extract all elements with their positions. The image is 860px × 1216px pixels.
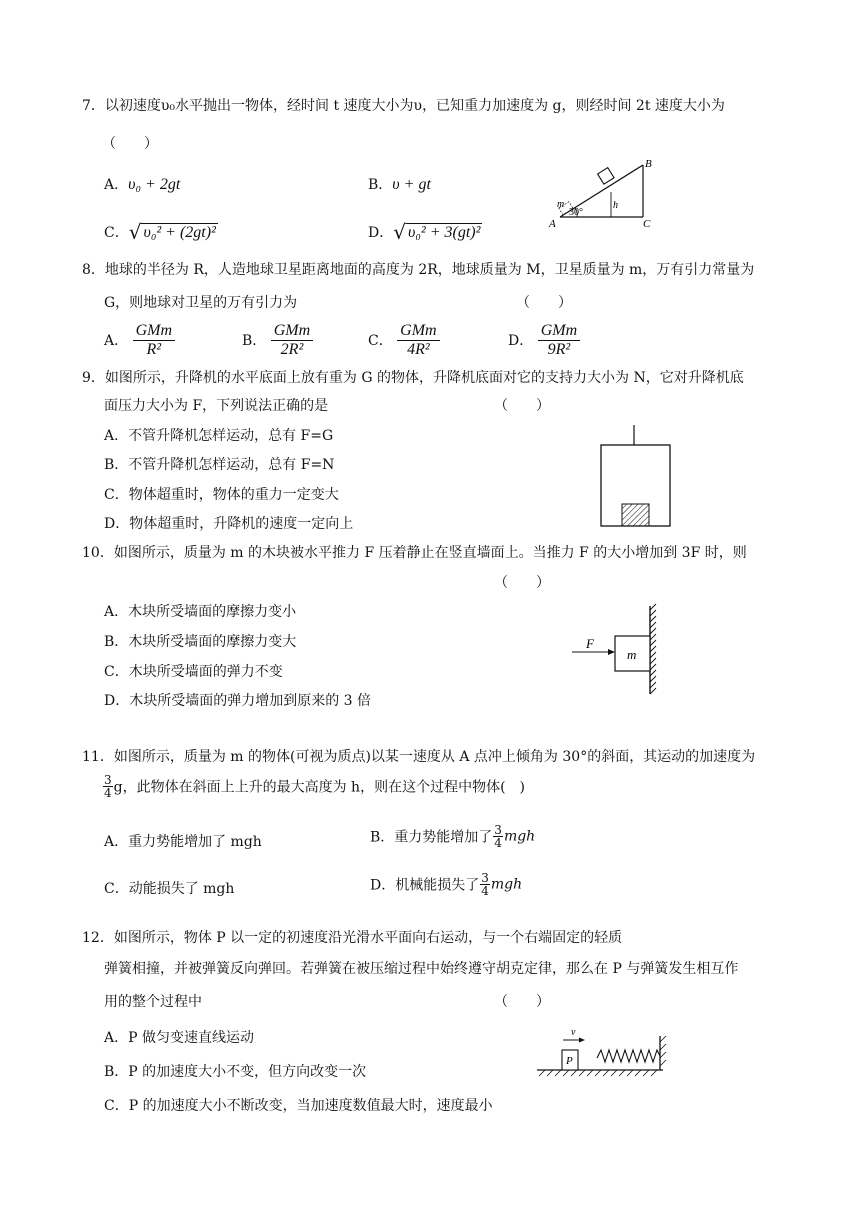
- q12-option-b[interactable]: B．P 的加速度大小不变，但方向改变一次: [104, 1064, 367, 1080]
- q9-stem-line2: 面压力大小为 F，下列说法正确的是: [104, 398, 329, 414]
- q12-stem-line2: 弹簧相撞，并被弹簧反向弹回。若弹簧在被压缩过程中始终遵守胡克定律，那么在 P 与弹簧发生相互作: [104, 961, 739, 977]
- q10-option-b[interactable]: B．木块所受墙面的摩擦力变大: [104, 634, 297, 650]
- q11-stem-line2: $\frac{3}{4}$ g，此物体在斜面上上升的最大高度为 h，则在这个过程中物体( ): [104, 773, 525, 800]
- label-m: m: [627, 647, 637, 662]
- spring-figure: [535, 1020, 670, 1080]
- q12-option-a[interactable]: A．P 做匀变速直线运动: [104, 1030, 254, 1046]
- q8-stem-line1: 8．地球的半径为 R，人造地球卫星距离地面的高度为 2R，地球质量为 M，卫星质量为 m，万有引力常量为: [82, 262, 755, 278]
- q9-option-a[interactable]: A．不管升降机怎样运动，总有 F=G: [104, 428, 334, 444]
- label-a: A: [549, 218, 556, 230]
- wall-hatching: [660, 1036, 666, 1066]
- q8-option-c[interactable]: C． $\frac{\text{GMm}}{\text{4R²}}$: [368, 322, 440, 358]
- spring-coil: [597, 1050, 660, 1062]
- incline-block: [598, 168, 615, 185]
- q9-option-b[interactable]: B．不管升降机怎样运动，总有 F=N: [104, 457, 335, 473]
- q11-option-b-fraction: $\frac{3}{4}$: [494, 823, 502, 850]
- sqrt-sign-icon: √: [128, 220, 142, 244]
- q10-answer-paren: （ ）: [494, 575, 550, 591]
- wall-figure: [570, 604, 660, 696]
- q8-option-c-fraction: $\frac{\text{GMm}}{\text{4R²}}$: [397, 322, 439, 358]
- q7-option-d-expr: υ₀² + 3(gt)²: [407, 224, 481, 241]
- q8-option-a-fraction: $\frac{\text{GMm}}{\text{R²}}$: [133, 322, 175, 358]
- q7-stem: [82, 95, 725, 115]
- elevator-figure: [598, 425, 673, 529]
- q11-stem-line1: 11．如图所示，质量为 m 的物体(可视为质点)以某一速度从 A 点冲上倾角为 30°的斜面，其运动的加速度为: [82, 749, 756, 765]
- q7-option-c[interactable]: C．√ υ₀² + (2gt)²: [104, 220, 216, 244]
- incline-figure: [545, 155, 655, 230]
- q7-option-d[interactable]: D．√ υ₀² + 3(gt)²: [368, 220, 481, 244]
- label-b: B: [645, 158, 652, 170]
- q8-answer-paren: （ ）: [516, 295, 572, 311]
- q9-stem-line1: 9．如图所示，升降机的水平底面上放有重为 G 的物体，升降机底面对它的支持力大小为 N，它对升降机底: [82, 370, 744, 386]
- arrow-head-icon: [579, 1038, 585, 1043]
- q7-option-b-expr: υ + gt: [392, 176, 431, 193]
- q7-option-a[interactable]: A．υ₀ + 2gt: [104, 176, 181, 193]
- label-m: m: [557, 199, 565, 210]
- q9-option-d[interactable]: D．物体超重时，升降机的速度一定向上: [104, 516, 354, 532]
- q10-option-d[interactable]: D．木块所受墙面的弹力增加到原来的 3 倍: [104, 693, 372, 709]
- q11-option-d-fraction: $\frac{3}{4}$: [481, 871, 489, 898]
- ground-hatching: [539, 1070, 657, 1076]
- q8-option-b-fraction: $\frac{\text{GMm}}{\text{2R²}}$: [271, 322, 313, 358]
- q12-stem-line1: 12．如图所示，物体 P 以一定的初速度沿光滑水平面向右运动，与一个右端固定的轻质: [82, 930, 623, 946]
- q7-answer-paren: （ ）: [102, 136, 158, 152]
- wall-hatching: [650, 604, 656, 694]
- q8-option-a[interactable]: A． $\frac{\text{GMm}}{\text{R²}}$: [104, 322, 175, 358]
- q11-option-b[interactable]: B．重力势能增加了 $\frac{3}{4}$ mgh: [370, 823, 536, 850]
- arrow-head-icon: [608, 649, 615, 655]
- q9-answer-paren: （ ）: [494, 398, 550, 414]
- q11-accel-fraction: $\frac{3}{4}$: [104, 773, 112, 800]
- q11-option-c[interactable]: C．动能损失了 mgh: [104, 881, 235, 897]
- q11-option-a[interactable]: A．重力势能增加了 mgh: [104, 834, 262, 850]
- label-f: F: [586, 636, 594, 651]
- q10-option-c[interactable]: C．木块所受墙面的弹力不变: [104, 664, 283, 680]
- label-c: C: [643, 218, 651, 230]
- q11-option-d[interactable]: D．机械能损失了 $\frac{3}{4}$ mgh: [370, 871, 523, 898]
- label-h: h: [613, 200, 618, 211]
- label-v: v: [571, 1027, 576, 1038]
- q7-option-c-expr: υ₀² + (2gt)²: [143, 224, 216, 241]
- q10-stem: 10．如图所示，质量为 m 的木块被水平推力 F 压着静止在竖直墙面上。当推力 F 的大小增加到 3F 时，则: [82, 545, 747, 561]
- q10-option-a[interactable]: A．木块所受墙面的摩擦力变小: [104, 604, 297, 620]
- q12-option-c[interactable]: C．P 的加速度大小不断改变，当加速度数值最大时，速度最小: [104, 1098, 493, 1114]
- q8-option-d-fraction: $\frac{\text{GMm}}{\text{9R²}}$: [538, 322, 580, 358]
- label-angle: 30°: [569, 207, 583, 218]
- sqrt-sign-icon: √: [393, 220, 406, 244]
- q8-option-b[interactable]: B． $\frac{\text{GMm}}{\text{2R²}}$: [242, 322, 313, 358]
- q12-stem-line3: 用的整个过程中: [104, 994, 202, 1010]
- q8-option-d[interactable]: D． $\frac{\text{GMm}}{\text{9R²}}$: [508, 322, 580, 358]
- q8-stem-line2: G，则地球对卫星的万有引力为: [104, 295, 298, 311]
- q7-stem-text: 7．以初速度υ₀水平抛出一物体，经时间 t 速度大小为υ，已知重力加速度为 g，则经时间 2t 速度大小为: [82, 98, 725, 114]
- q7-option-b[interactable]: B．υ + gt: [368, 176, 431, 193]
- q7-option-a-expr: υ₀ + 2gt: [128, 176, 181, 193]
- elevator-load-block: [622, 504, 649, 526]
- label-p: P: [566, 1055, 573, 1067]
- q9-option-c[interactable]: C．物体超重时，物体的重力一定变大: [104, 487, 339, 503]
- q12-answer-paren: （ ）: [494, 994, 550, 1010]
